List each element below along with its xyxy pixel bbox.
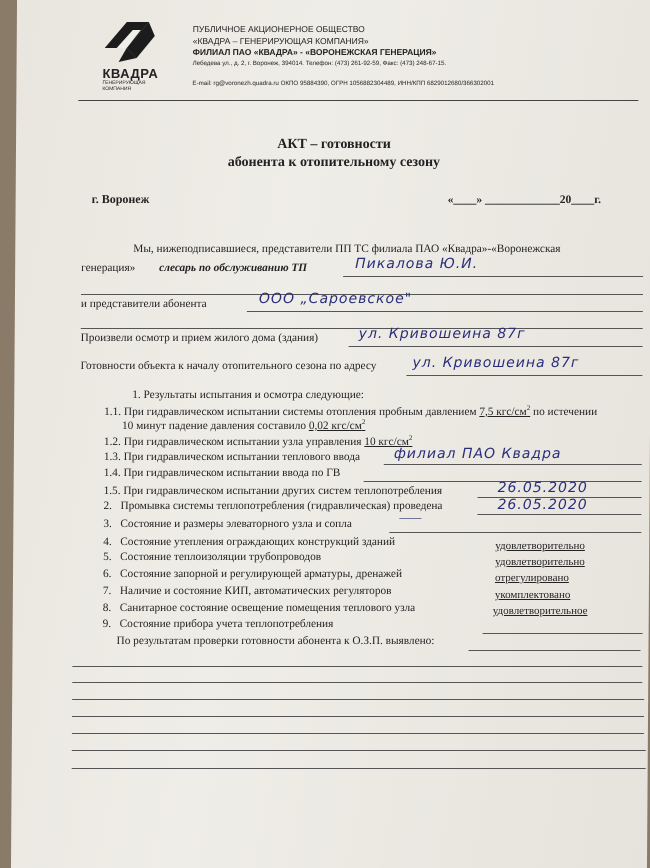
- rep-name-line: [343, 276, 643, 277]
- item-5: 5. Состояние теплоизоляции трубопроводов: [103, 551, 322, 563]
- item-4-value: удовлетворительно: [495, 540, 585, 552]
- conclusion-label: По результатам проверки готовности абонента к О.З.П. выявлено:: [116, 635, 435, 647]
- readiness-label: Готовности объекта к началу отопительного сезона по адресу: [80, 360, 377, 372]
- header-email: E-mail: rg@voronezh.quadra.ru ОКПО 95884390, ОГРН 1056882304489, ИНН/КПП 6829012680/366302001: [192, 80, 495, 87]
- sub-item-1-2: 1.2. При гидравлическом испытании узла управления 10 кгс/$см^2$: [103, 434, 413, 448]
- header-divider: [78, 100, 638, 101]
- logo-subtitle: ГЕНЕРИРУЮЩАЯ КОМПАНИЯ: [102, 80, 146, 92]
- sub-item-1-1-cont: 10 минут падение давления составило 0,02 кгс/$см^2$: [122, 418, 366, 432]
- kvadra-logo-icon: [97, 18, 159, 66]
- results-heading: 1. Результаты испытания и осмотра следующие:: [132, 389, 364, 401]
- inspection-label: Произвели осмотр и прием жилого дома (здания): [80, 332, 319, 344]
- subscriber-line: [247, 311, 643, 312]
- item-6-value: отрегулировано: [494, 572, 569, 584]
- sub-item-1-4: 1.4. При гидравлическом испытании ввода по ГВ: [103, 467, 341, 479]
- intro-generation: генерация»: [81, 262, 136, 274]
- item-3-dash: ——: [399, 512, 422, 524]
- header-line-3: ФИЛИАЛ ПАО «КВАДРА» - «ВОРОНЕЖСКАЯ ГЕНЕРАЦИЯ»: [192, 47, 437, 57]
- header-address: Лебедева ул., д. 2, г. Воронеж, 394014. Телефон: (473) 261-92-59, Факс: (473) 248-67-15.: [192, 60, 447, 67]
- item-2-handwritten: 26.05.2020: [497, 497, 588, 513]
- blank-line: [72, 750, 646, 751]
- intro-line-1: Мы, нижеподписавшиеся, представители ПП ТС филиала ПАО «Квадра»-«Воронежская: [133, 243, 561, 255]
- title-line-1: АКТ – готовности: [277, 137, 391, 152]
- rep-name-handwritten: Пикалова Ю.И.: [355, 256, 479, 272]
- header-line-1: ПУБЛИЧНОЕ АКЦИОНЕРНОЕ ОБЩЕСТВО: [192, 24, 365, 34]
- logo-name: КВАДРА: [102, 66, 159, 81]
- subscriber-label: и представители абонента: [80, 298, 207, 310]
- title-line-2: абонента к отопительному сезону: [227, 155, 441, 170]
- item-5-value: удовлетворительно: [495, 556, 585, 568]
- item-2: 2. Промывка системы теплопотребления (гидравлическая) проведена: [103, 500, 443, 512]
- blank-line: [72, 733, 644, 734]
- item-3-line: [389, 532, 641, 533]
- document-sheet: [11, 0, 650, 868]
- sub-item-1-1: 1.1. При гидравлическом испытании системы отопления пробным давлением 7,5 кгс/$см^2$ по истечении: [104, 404, 598, 418]
- item-4: 4. Состояние утепления ограждающих конструкций зданий: [103, 536, 396, 548]
- item-9: 9. Состояние прибора учета теплопотребления: [102, 618, 334, 630]
- blank-line: [72, 682, 642, 683]
- subscriber-name-handwritten: ООО „Сароевское": [258, 291, 413, 307]
- item-8-value: удовлетворительное: [492, 605, 588, 617]
- item-7: 7. Наличие и состояние КИП, автоматических регуляторов: [102, 585, 392, 597]
- sub-item-1-3-line: [384, 464, 642, 465]
- readiness-line: [406, 375, 642, 376]
- item-9-line: [483, 633, 643, 634]
- conclusion-line: [468, 650, 640, 651]
- item-3: 3. Состояние и размеры элеваторного узла и сопла: [103, 518, 352, 530]
- inspection-address-handwritten: ул. Кривошеина 87г: [358, 326, 526, 342]
- item-6: 6. Состояние запорной и регулирующей арматуры, дренажей: [102, 568, 403, 580]
- city: г. Воронеж: [91, 192, 150, 206]
- inspection-line: [349, 346, 643, 347]
- header-line-2: «КВАДРА – ГЕНЕРИРУЮЩАЯ КОМПАНИЯ»: [192, 36, 369, 46]
- item-2-line: [477, 514, 641, 515]
- item-7-value: укомплектовано: [494, 589, 571, 601]
- readiness-address-handwritten: ул. Кривошеина 87г: [412, 355, 580, 371]
- blank-line: [72, 716, 644, 717]
- sub-item-1-5-handwritten: 26.05.2020: [497, 480, 588, 496]
- blank-line: [72, 666, 642, 667]
- date-field: «____» _____________20____г.: [447, 194, 602, 206]
- intro-role: слесарь по обслуживанию ТП: [159, 262, 308, 274]
- sub-item-1-3-handwritten: филиал ПАО Квадра: [393, 446, 562, 462]
- sub-item-1-5: 1.5. При гидравлическом испытании других систем теплопотребления: [103, 485, 443, 497]
- blank-line: [72, 699, 644, 700]
- blank-line: [72, 768, 646, 769]
- item-8: 8. Санитарное состояние освещение помещения теплового узла: [102, 602, 416, 614]
- sub-item-1-3: 1.3. При гидравлическом испытании теплового ввода: [103, 451, 361, 463]
